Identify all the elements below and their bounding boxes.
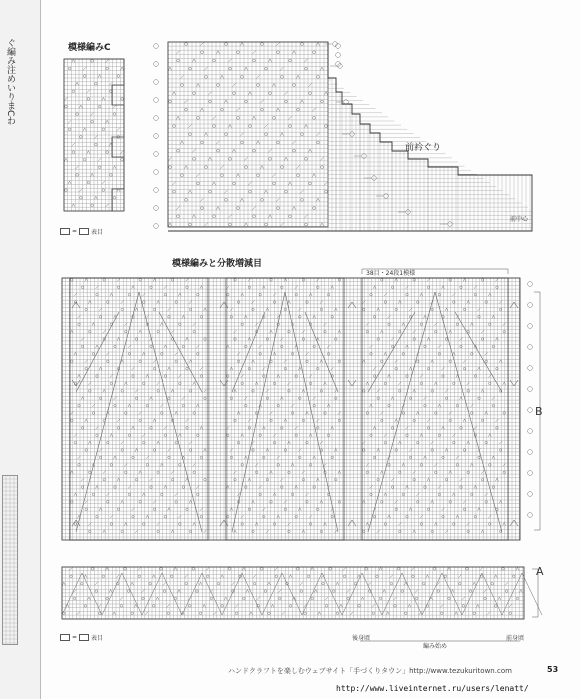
front-neck-grid [168,42,328,227]
chart-guide-line [76,292,139,532]
previous-page-text: ぐ編み注めいりまCわ [5,38,15,126]
stitch-symbols [362,278,505,533]
main-repeat-label: 38目・24段1模様 [366,270,416,277]
chart-guide-line [368,292,435,532]
main-grid [62,278,520,540]
stitch-symbols [226,278,340,533]
previous-page-edge [0,0,41,699]
row-markers [154,44,159,229]
pattern-c-legend-label: 表目 [91,229,104,236]
legend-knit-square-icon [79,228,89,235]
pattern-c-chart [60,55,130,215]
legend-blank-square-icon [60,634,70,641]
previous-page-chart-fragment [2,475,18,645]
front-neck-label: 前衿ぐり [405,143,442,153]
source-url: http://www.liveinternet.ru/users/lenatt/ [336,684,529,693]
panel-edge-markers [72,302,518,526]
row-markers [336,44,341,67]
page-number: 53 [547,665,559,674]
section-a-label: A [536,565,544,578]
front-neck-chart [150,38,540,248]
legend-blank-square-icon [60,228,70,235]
main-chart-title: 模様編みと分散増減目 [172,259,263,269]
front-end-label: 前身頃 [506,635,525,642]
pattern-c-grid [64,59,124,211]
pattern-c-title: 模様編みC [68,43,111,53]
row-markers [528,282,533,518]
chart-guide-line [435,292,502,532]
cast-on-label: 編み始め [423,643,448,650]
section-b-label: B [535,405,543,418]
footer-site-text: ハンドクラフトを楽しむウェブサイト「手づくりタウン」http://www.tezukuritown.com [228,667,512,675]
main-legend: = 表目 [60,633,103,642]
pattern-c-legend: = 表目 [60,227,103,236]
main-pattern-chart [56,272,546,547]
border-band-chart [60,565,530,625]
front-center-label: 前中心 [510,216,529,223]
main-legend-label: 表目 [91,635,104,642]
legend-knit-square-icon [79,634,89,641]
neckline-step-grid [328,78,532,231]
back-end-label: 後身頃 [352,635,371,642]
right-row-markers [325,42,452,227]
